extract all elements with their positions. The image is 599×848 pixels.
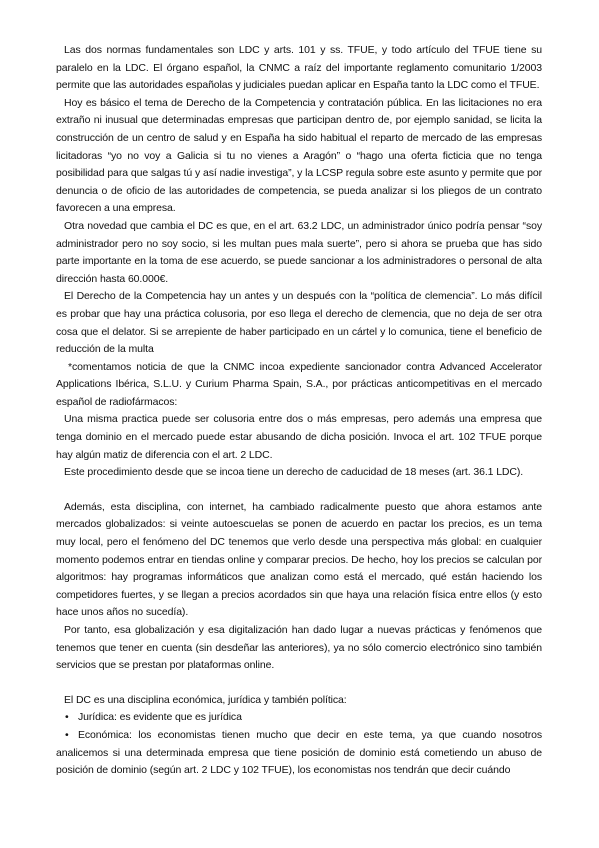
- paragraph-spacer: [56, 675, 542, 692]
- paragraph: Además, esta disciplina, con internet, ha cambiado radicalmente puesto que ahora estamos ante mercados globalizados: si veinte autoescuelas se ponen de acuerdo en pactar los precios, es un tema muy local, pero el fenómeno del DC tenemos que verlo desde una perspectiva más global: en cualquier momento podemos entrar en tiendas online y comparar precios. De hecho, hoy los precios se calculan por algoritmos: hay programas informáticos que analizan como está el mercado, qué están haciendo los competidores fuertes, y se llegan a precios acordados sin que haya una relación física entre ellos (y esto hace unos años no sucedía).: [56, 500, 542, 619]
- paragraph-spacer: [56, 482, 542, 499]
- paragraph: Este procedimiento desde que se incoa tiene un derecho de caducidad de 18 meses (art. 36.1 LDC).: [64, 466, 524, 479]
- list-item-text: Jurídica: es evidente que es jurídica: [78, 711, 242, 724]
- paragraph: El Derecho de la Competencia hay un antes y un después con la “política de clemencia”. Lo más difícil es probar que hay una práctica colusoria, por eso llega el derecho de clemencia, que no deja de ser otra cosa que el delator. Si se arrepiente de haber participado en un cártel y lo comunica, tiene el beneficio de reducción de la multa: [56, 290, 542, 356]
- bullet-icon: •: [65, 711, 69, 724]
- paragraph: Por tanto, esa globalización y esa digitalización han dado lugar a nuevas prácticas y fenómenos que tenemos que tener en cuenta (sin desdeñar las anteriores), ya no sólo comercio electrónico sino también servicios que se prestan por plataformas online.: [56, 624, 542, 672]
- paragraph: Otra novedad que cambia el DC es que, en el art. 63.2 LDC, un administrador único podría pensar “soy administrador pero no soy socio, si les multan pues mala suerte”, pero si ahora se prueba que has sido parte importante en la toma de ese acuerdo, se puede sancionar a los administradores o personal de alta dirección hasta 60.000€.: [56, 219, 542, 285]
- bullet-icon: •: [65, 728, 69, 741]
- paragraph: El DC es una disciplina económica, jurídica y también política:: [64, 693, 347, 706]
- paragraph: Hoy es básico el tema de Derecho de la Competencia y contratación pública. En las licitaciones no era extraño ni inusual que determinadas empresas que participan dentro de, por ejemplo sanidad, se licita la construcción de un centro de salud y en España ha sido habitual el reparto de mercado de las empresas licitadoras “yo no voy a Galicia si tu no vienes a Aragón” o “hago una oferta ficticia que no tenga posibilidad para que salgas tú y así nadie investiga”, y la LCSP regula sobre este asunto y permite que por denuncia o de oficio de las autoridades de competencia, se pueda analizar si los pliegos de un contrato favorecen a una empresa.: [56, 96, 542, 215]
- list-item: [56, 727, 542, 780]
- paragraph: Una misma practica puede ser colusoria entre dos o más empresas, pero además una empresa que tenga dominio en el mercado puede estar abusando de dicha posición. Invoca el art. 102 TFUE porque hay algún matiz de diferencia con el art. 2 LDC.: [56, 413, 542, 461]
- list-item-text: Económica: los economistas tienen mucho que decir en este tema, ya que cuando nosotros analicemos si una determinada empresa que tiene posición de dominio está cometiendo un abuso de posición de dominio (según art. 2 LDC y 102 TFUE), los economistas nos tendrán que decir cuándo: [56, 728, 542, 777]
- list-item: [56, 709, 542, 727]
- paragraph: Las dos normas fundamentales son LDC y arts. 101 y ss. TFUE, y todo artículo del TFUE tiene su paralelo en la LDC. El órgano español, la CNMC a raíz del importante reglamento comunitario 1/2003 permite que las autoridades españolas y judiciales puedan aplicar en España tanto la LDC como el TFUE.: [56, 44, 542, 92]
- bullet-list: [56, 709, 542, 779]
- document-body: [56, 42, 542, 780]
- paragraph: *comentamos noticia de que la CNMC incoa expediente sancionador contra Advanced Accelerator Applications Ibérica, S.L.U. y Curium Pharma Spain, S.A., por prácticas anticompetitivas en el mercado español de radiofármacos:: [56, 360, 542, 408]
